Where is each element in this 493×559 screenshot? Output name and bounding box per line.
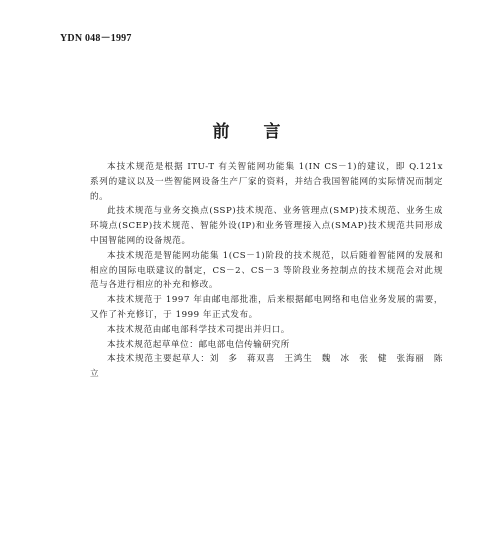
paragraph-drafters: 本技术规范主要起草人：刘 多 蒋双喜 王鸿生 魏 冰 张 健 张海丽 陈 立: [90, 354, 453, 380]
paragraph-cs1-stage: 本技术规范是智能网功能集 1(CS－1)阶段的技术规范，以后随着智能网的发展和相应的国际电联建议的制定，CS－2、CS－3 等阶段业务控制点的技术规范会对此规范与各进行相应的补充和修改。: [90, 250, 443, 291]
foreword-body: [90, 160, 453, 382]
paragraph-related-specs: 此技术规范与业务交换点(SSP)技术规范、业务管理点(SMP)技术规范、业务生成环境点(SCEP)技术规范、智能外设(IP)和业务管理接入点(SMAP)技术规范共同形成中国智能网的设备规范。: [90, 206, 443, 246]
paragraph-drafting-unit: 本技术规范起草单位：邮电部电信传输研究所: [107, 339, 290, 350]
title-char-2: 言: [263, 122, 281, 142]
paragraph-basis: 本技术规范是根据 ITU-T 有关智能网功能集 1(IN CS－1)的建议，即 Q.121x 系列的建议以及一些智能网设备生产厂家的资料，并结合我国智能网的实际情况而制定的。: [90, 162, 443, 202]
page-title: [0, 117, 493, 142]
paragraph-approval: 本技术规范于 1997 年由邮电部批准，后来根据邮电网络和电信业务发展的需要，又作了补充修订，于 1999 年正式发布。: [90, 295, 443, 320]
standard-code: YDN 048－1997: [60, 33, 132, 44]
title-char-1: 前: [212, 122, 230, 142]
paragraph-proposer: 本技术规范由邮电部科学技术司提出并归口。: [107, 324, 290, 335]
